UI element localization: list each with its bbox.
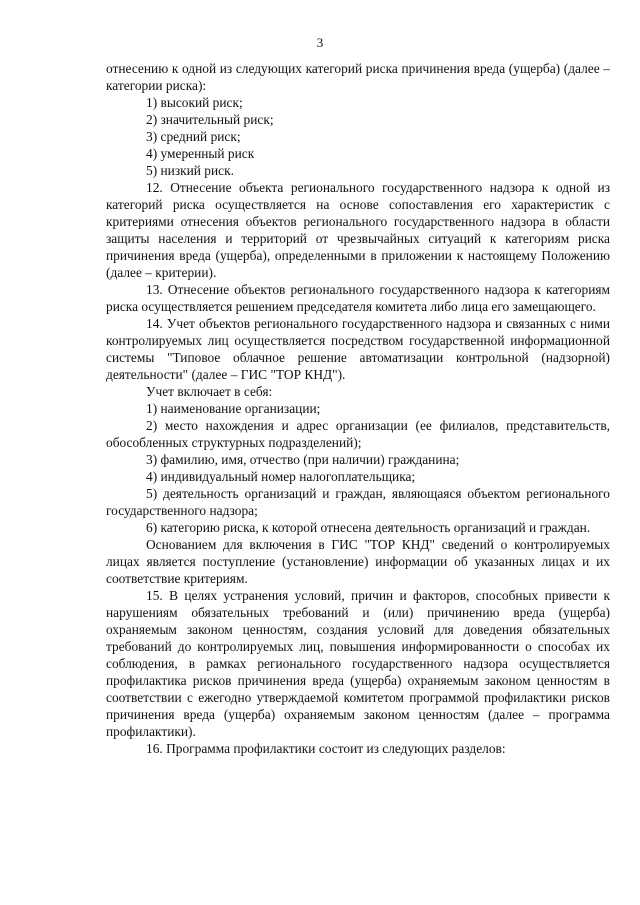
risk-category-item: 5) низкий риск.	[146, 163, 234, 178]
risk-category-item: 3) средний риск;	[146, 129, 241, 144]
accounting-intro: Учет включает в себя:	[146, 384, 273, 399]
risk-category-item: 1) высокий риск;	[146, 95, 243, 110]
page-number: 3	[316, 35, 324, 50]
accounting-item: 1) наименование организации;	[146, 401, 321, 416]
inclusion-basis: Основанием для включения в ГИС "ТОР КНД" сведений о контролируемых лицах является поступление (установление) информации об указанных лицах и их соответствие критериям.	[106, 537, 610, 586]
accounting-item: 3) фамилию, имя, отчество (при наличии) гражданина;	[146, 452, 460, 467]
clause-13: 13. Отнесение объектов регионального государственного надзора к категориям риска осуществляется решением председателя комитета либо лица его замещающего.	[106, 282, 610, 314]
accounting-item: 6) категорию риска, к которой отнесена деятельность организаций и граждан.	[146, 520, 591, 535]
risk-category-item: 2) значительный риск;	[146, 112, 274, 127]
accounting-item: 2) место нахождения и адрес организации (ее филиалов, представительств, обособленных структурных подразделений);	[106, 418, 610, 450]
clause-15: 15. В целях устранения условий, причин и факторов, способных привести к нарушениям обязательных требований и (или) причинению вреда (ущерба) охраняемым законом ценностям, создания условий для доведения обязательных требований до контролируемых лиц, повышения информированности о способах их соблюдения, в рамках регионального государственного надзора осуществляется профилактика рисков причинения вреда (ущерба) охраняемым законом ценностям в соответствии с ежегодно утверждаемой комитетом программой профилактики рисков причинения вреда (ущерба) охраняемым законом ценностям (далее – программа профилактики).	[106, 588, 610, 739]
accounting-item: 4) индивидуальный номер налогоплательщика;	[146, 469, 416, 484]
accounting-item: 5) деятельность организаций и граждан, являющаяся объектом регионального государственного надзора;	[106, 486, 610, 518]
risk-category-item: 4) умеренный риск	[146, 146, 255, 161]
clause-12: 12. Отнесение объекта регионального государственного надзора к одной из категорий риска осуществляется на основе сопоставления его характеристик с критериями отнесения объектов регионального государственного надзора в области защиты населения и территорий от чрезвычайных ситуаций к категориям риска причинения вреда (ущерба), определенными в приложении к настоящему Положению (далее – критерии).	[106, 180, 610, 280]
document-body	[106, 60, 610, 757]
clause-16: 16. Программа профилактики состоит из следующих разделов:	[146, 741, 506, 756]
clause-14: 14. Учет объектов регионального государственного надзора и связанных с ними контролируемых лиц осуществляется посредством государственной информационной системы "Типовое облачное решение автоматизации контрольной (надзорной) деятельности" (далее – ГИС "ТОР КНД").	[106, 316, 610, 382]
paragraph: отнесению к одной из следующих категорий риска причинения вреда (ущерба) (далее – категории риска):	[106, 61, 610, 93]
